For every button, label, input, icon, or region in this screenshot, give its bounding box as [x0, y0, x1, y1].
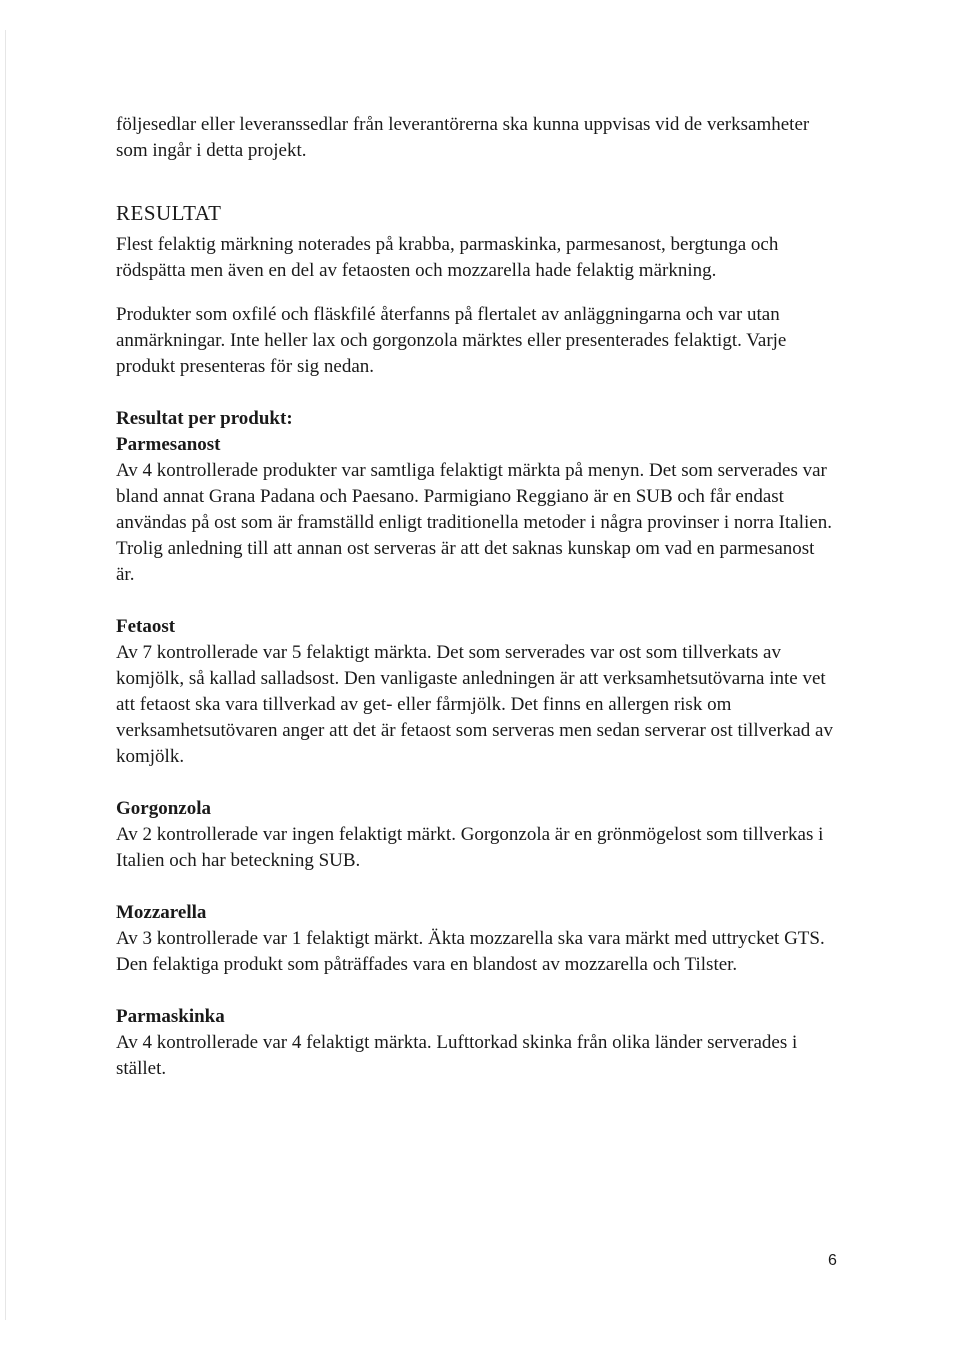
product-heading: Gorgonzola — [116, 798, 211, 819]
product-heading: Fetaost — [116, 616, 176, 637]
product-text: Av 3 kontrollerade var 1 felaktigt märkt. Äkta mozzarella ska vara märkt med uttrycket GTS. Den felaktiga produkt som påträffades vara en blandost av mozzarella och Tilster. — [116, 928, 825, 975]
product-heading: Parmesanost — [116, 434, 221, 455]
product-text: Av 4 kontrollerade produkter var samtliga felaktigt märkta på menyn. Det som serverades var bland annat Grana Padana och Paesano. Parmigiano Reggiano är en SUB och får endast användas på ost som är framställd enligt traditionella metoder i några provinser i norra Italien. Trolig anledning till att annan ost serveras är att det saknas kunskap om vad en parmesanost är. — [116, 460, 832, 585]
result-heading: RESULTAT — [116, 201, 222, 225]
product-section-parmaskinka — [116, 1004, 836, 1082]
product-section-fetaost — [116, 614, 836, 770]
intro-paragraph: följesedlar eller leveranssedlar från leverantörerna ska kunna uppvisas vid de verksamheter som ingår i detta projekt. — [116, 114, 810, 161]
per-product-heading: Resultat per produkt: — [116, 408, 293, 429]
product-text: Av 2 kontrollerade var ingen felaktigt märkt. Gorgonzola är en grönmögelost som tillverkas i Italien och har beteckning SUB. — [116, 824, 824, 871]
product-section-mozzarella — [116, 900, 836, 978]
result-paragraph-1: Flest felaktig märkning noterades på krabba, parmaskinka, parmesanost, bergtunga och rödspätta men även en del av fetaosten och mozzarella hade felaktig märkning. — [116, 234, 779, 281]
product-heading: Mozzarella — [116, 902, 207, 923]
product-section-parmesanost — [116, 432, 836, 588]
document-page — [116, 112, 836, 1108]
product-text: Av 7 kontrollerade var 5 felaktigt märkta. Det som serverades var ost som tillverkats av komjölk, så kallad salladsost. Den vanligaste anledningen är att verksamhetsutövarna inte vet att fetaost ska vara tillverkad av get- eller fårmjölk. Det finns en allergen risk om verksamhetsutövaren anger att det är fetaost som serveras men sedan serverar ost tillverkad av komjölk. — [116, 642, 833, 767]
scan-edge-line — [5, 30, 6, 1320]
product-heading: Parmaskinka — [116, 1006, 225, 1027]
product-text: Av 4 kontrollerade var 4 felaktigt märkta. Lufttorkad skinka från olika länder serverades i stället. — [116, 1032, 798, 1079]
page-number: 6 — [828, 1252, 837, 1269]
product-section-gorgonzola — [116, 796, 836, 874]
result-paragraph-2: Produkter som oxfilé och fläskfilé återfanns på flertalet av anläggningarna och var utan anmärkningar. Inte heller lax och gorgonzola märktes eller presenterades felaktigt. Varje produkt presenteras för sig nedan. — [116, 304, 787, 377]
